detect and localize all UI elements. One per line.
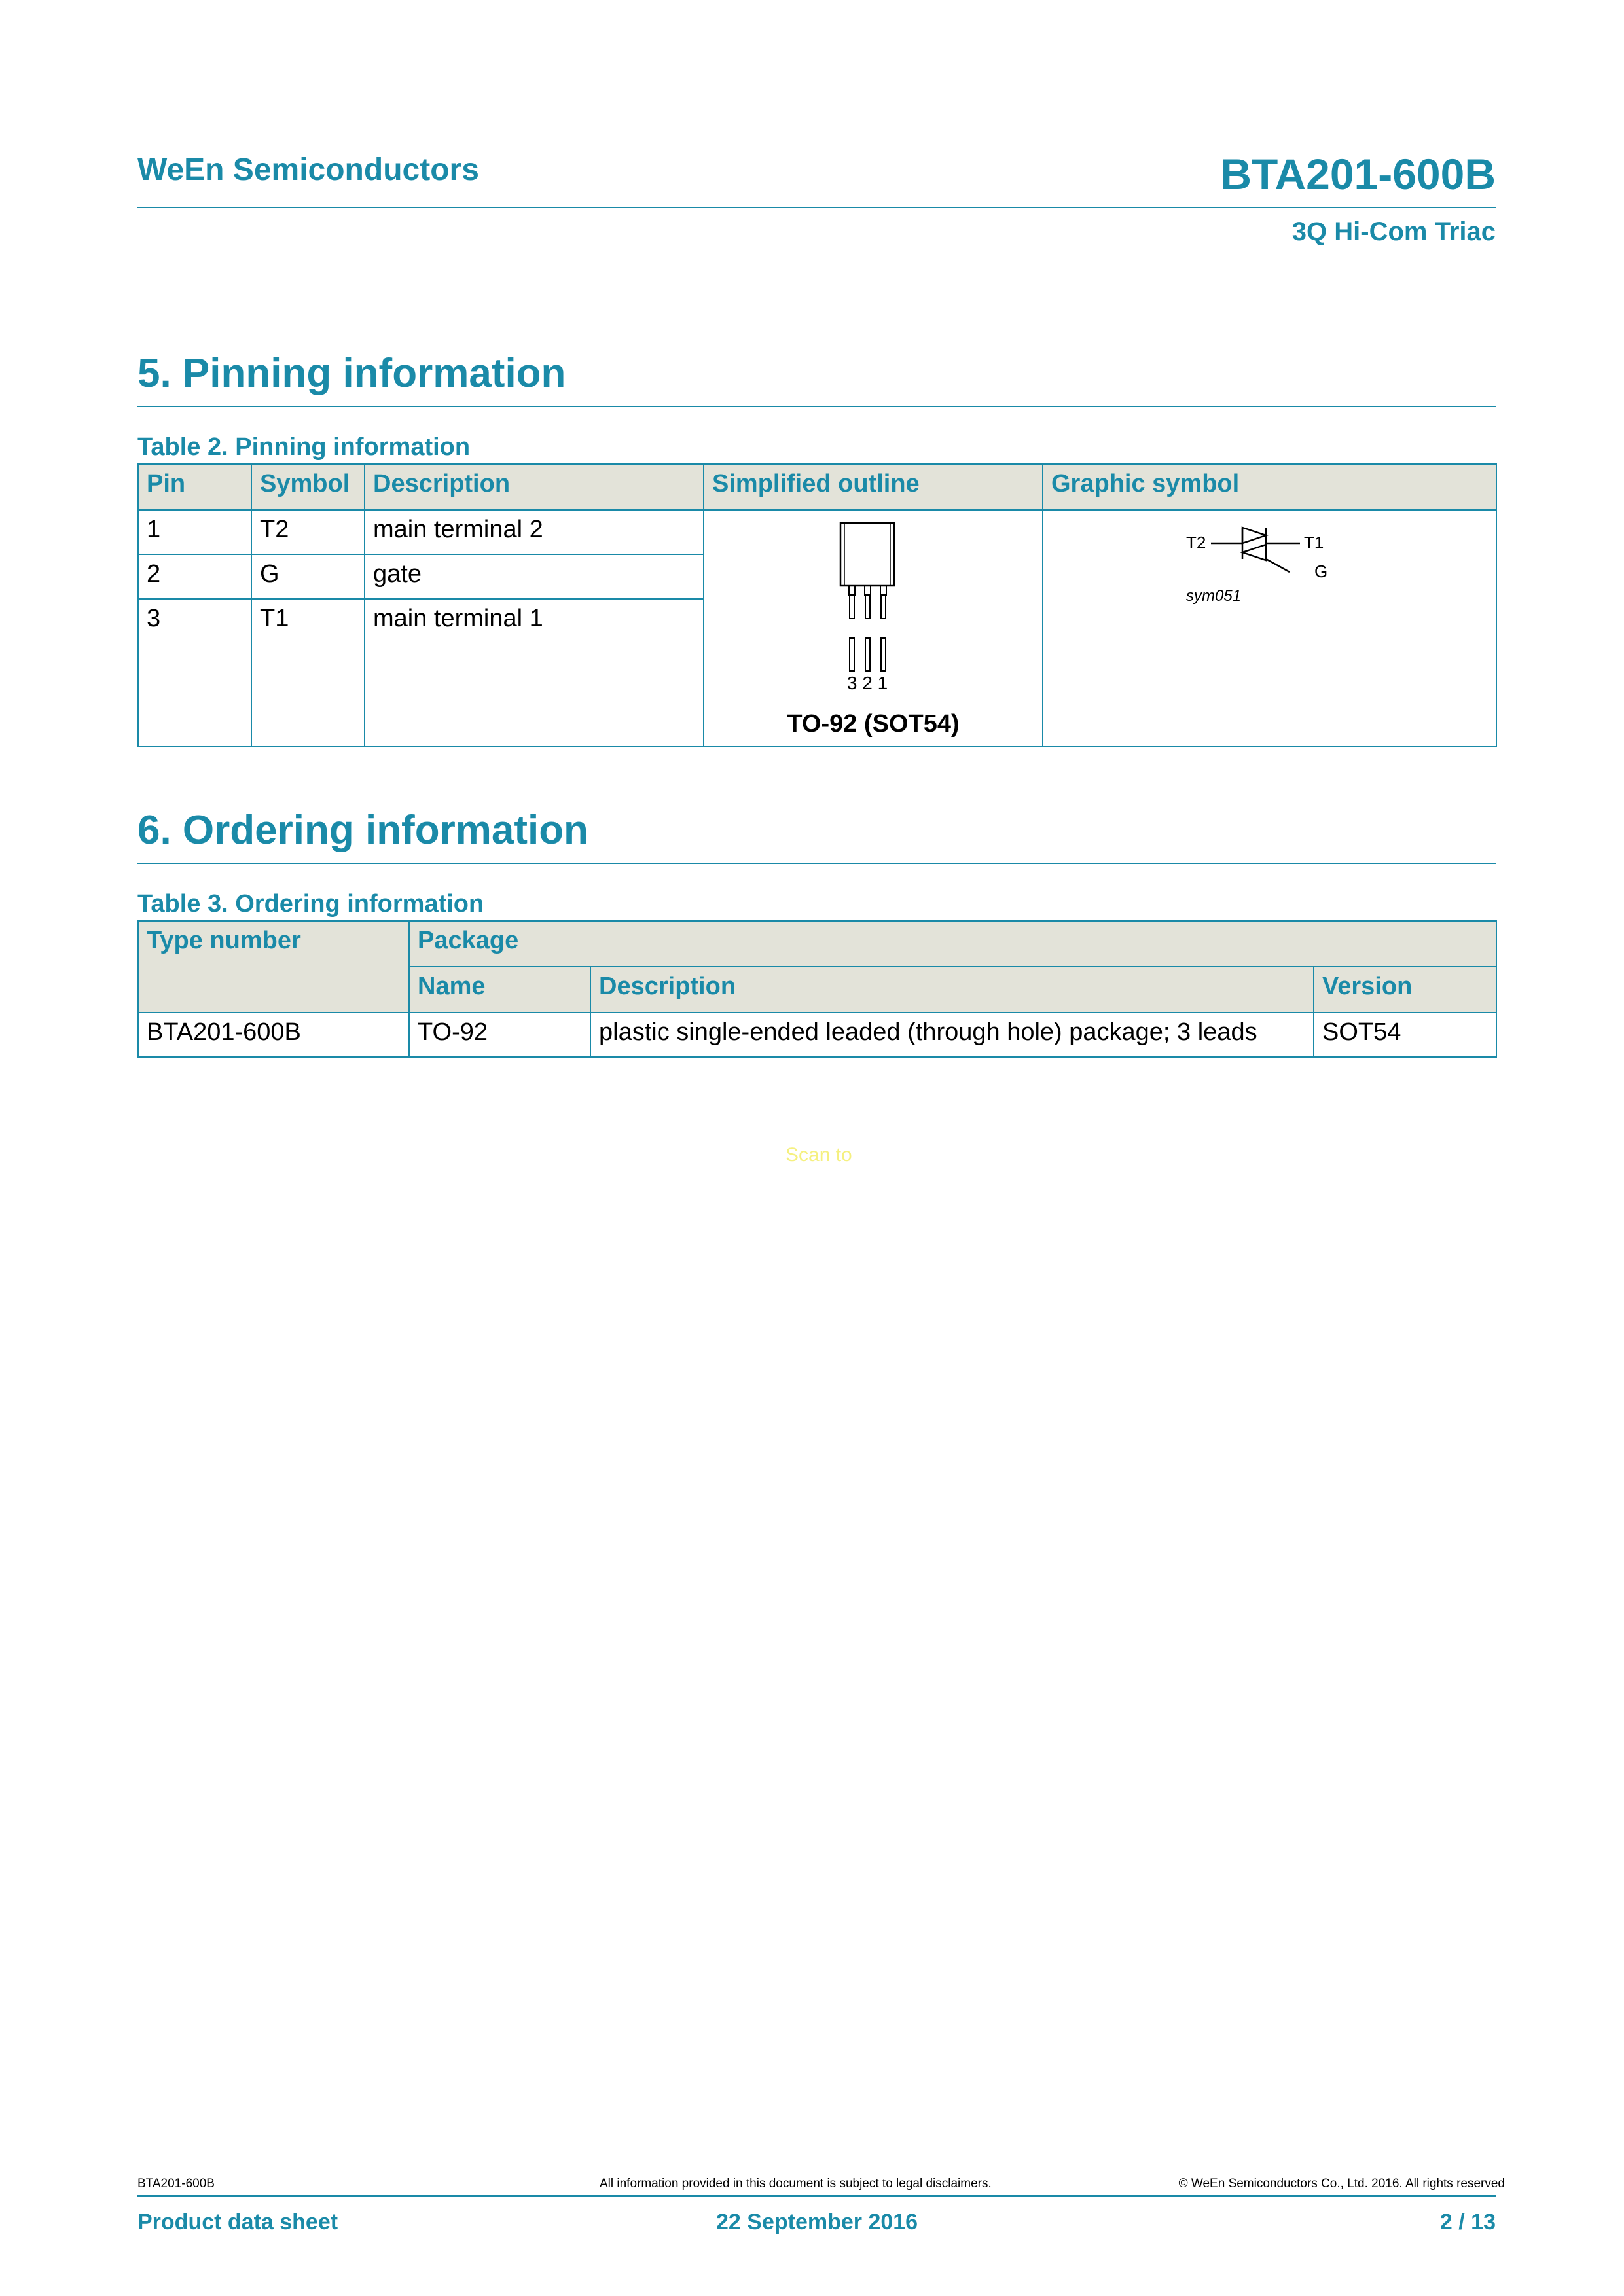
col-description: Description — [365, 464, 704, 510]
package-name-cell: TO-92 — [409, 1013, 590, 1057]
package-label: TO-92 (SOT54) — [787, 710, 960, 738]
section-6-title: 6. Ordering information — [137, 808, 588, 853]
col-pin: Pin — [138, 464, 251, 510]
col-package-description: Description — [590, 967, 1314, 1013]
section-5-rule — [137, 406, 1496, 407]
col-outline: Simplified outline — [704, 464, 1043, 510]
package-description-cell: plastic single-ended leaded (through hole) package; 3 leads — [590, 1013, 1314, 1057]
symbol-g-label: G — [1314, 562, 1327, 581]
header-rule — [137, 207, 1496, 208]
table-3-caption: Table 3. Ordering information — [137, 890, 484, 918]
col-graphic-symbol: Graphic symbol — [1043, 464, 1496, 510]
pin-cell: 2 — [138, 554, 251, 599]
version-cell: SOT54 — [1314, 1013, 1496, 1057]
company-name: WeEn Semiconductors — [137, 152, 479, 187]
section-6-rule — [137, 863, 1496, 864]
symbol-cell: G — [251, 554, 365, 599]
footer-page-number: 2 / 13 — [1439, 2210, 1496, 2234]
to92-outline-icon — [808, 520, 939, 704]
ordering-header-row-1 — [138, 921, 1496, 967]
description-cell: main terminal 2 — [365, 510, 704, 554]
outline-cell — [704, 510, 1043, 747]
watermark-text: Scan to — [785, 1144, 852, 1166]
footer-rule — [137, 2195, 1496, 2197]
col-type-number: Type number — [138, 921, 409, 1013]
footer-date: 22 September 2016 — [716, 2210, 918, 2234]
footer-disclaimer: All information provided in this document is subject to legal disclaimers. — [600, 2177, 992, 2191]
document-number: BTA201-600B — [1220, 150, 1496, 198]
symbol-cell: T2 — [251, 510, 365, 554]
pinning-header-row — [138, 464, 1496, 510]
footer-doc-id: BTA201-600B — [137, 2177, 215, 2191]
footer-copyright: © WeEn Semiconductors Co., Ltd. 2016. All rights reserved — [1178, 2177, 1505, 2191]
col-name: Name — [409, 967, 590, 1013]
document-subtitle: 3Q Hi-Com Triac — [1291, 217, 1496, 246]
symbol-cell: T1 — [251, 599, 365, 747]
section-5-title: 5. Pinning information — [137, 351, 566, 396]
symbol-t2-label: T2 — [1185, 533, 1206, 552]
table-2-caption: Table 2. Pinning information — [137, 433, 471, 461]
graphic-symbol-cell — [1043, 510, 1496, 747]
description-cell: gate — [365, 554, 704, 599]
table-row — [138, 510, 1496, 554]
symbol-ref: sym051 — [1185, 587, 1241, 605]
description-cell: main terminal 1 — [365, 599, 704, 747]
outline-pin-numbers: 3 2 1 — [846, 673, 888, 693]
pin-cell: 3 — [138, 599, 251, 747]
pinning-table — [137, 463, 1497, 747]
col-version: Version — [1314, 967, 1496, 1013]
ordering-table — [137, 920, 1497, 1058]
col-package: Package — [409, 921, 1496, 967]
col-symbol: Symbol — [251, 464, 365, 510]
triac-symbol-icon — [1185, 516, 1355, 614]
symbol-t1-label: T1 — [1303, 533, 1324, 552]
type-number-cell: BTA201-600B — [138, 1013, 409, 1057]
table-row — [138, 1013, 1496, 1057]
footer-doc-type: Product data sheet — [137, 2210, 338, 2234]
pin-cell: 1 — [138, 510, 251, 554]
